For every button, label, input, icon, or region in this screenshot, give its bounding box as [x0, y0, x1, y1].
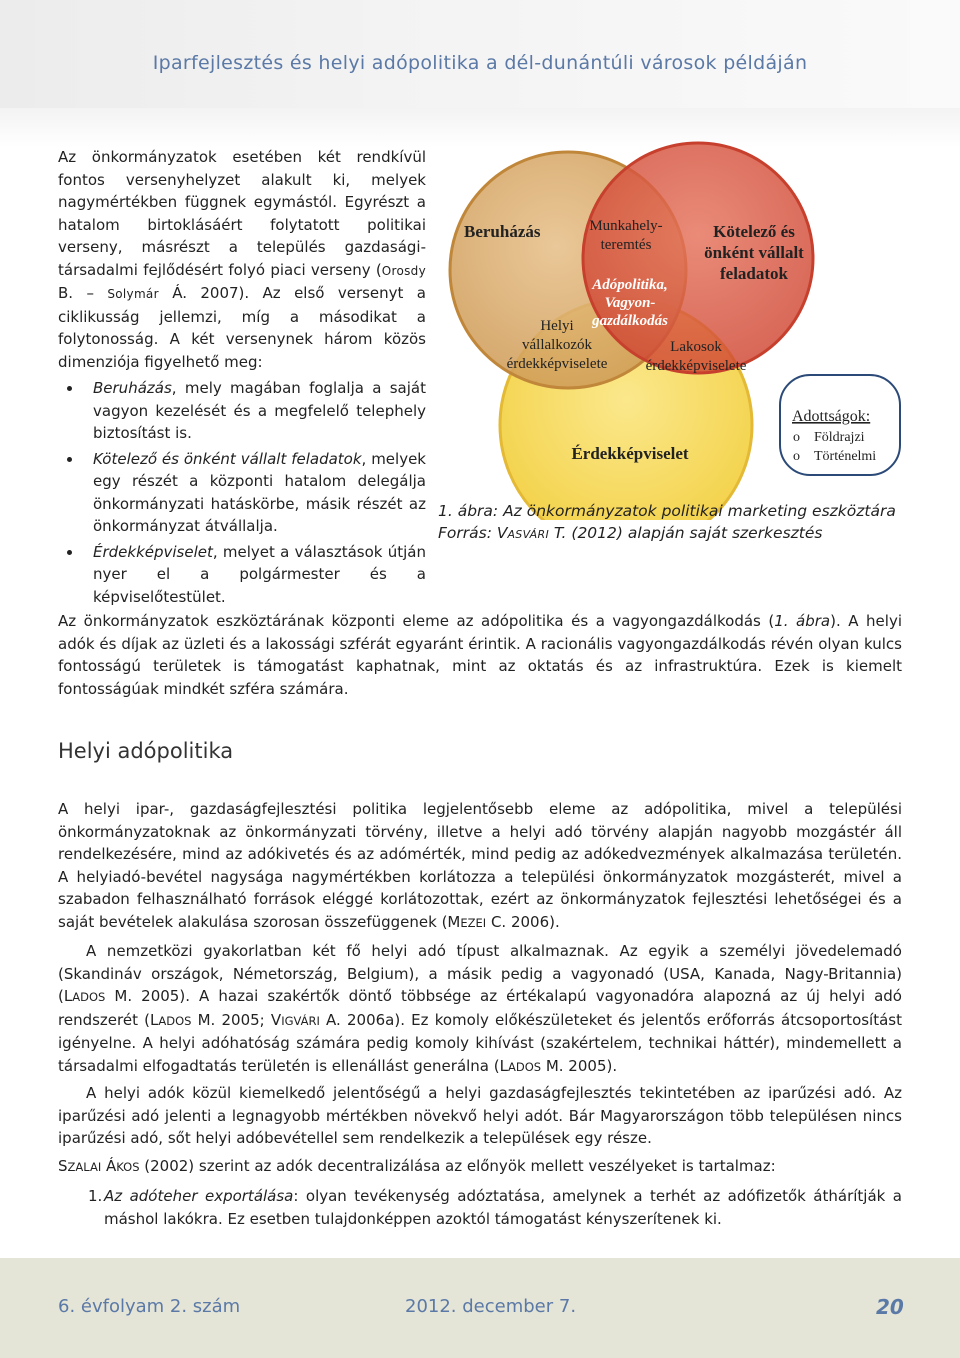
para-text: A helyi ipar-, gazdaságfejlesztési politika legjelentősebb eleme az adópolitika, mivel a települési önkormányzatoknak az önkormányzati törvény, illetve a helyi adó törvény alapján nagyobb mozgástér áll rendelkezésére, mind az adókivetés és az adómérték, mind pedig az adókedvezmények alkalmazása területén. A helyiadó-bevétel nagysága nagymértékben korlátozza a települési önkormányzatok mozgásterét, mivel a szabadon felhasználható források eléggé korlátozottak, ezért az önkormányzatok fejlesztési lehetőségei és a saját bevételek alakulása szorosan összefüggenek (M [58, 800, 902, 931]
label-kotelezo-1: Kötelező és [713, 222, 795, 241]
footer-issue: 6. évfolyam 2. szám [58, 1296, 241, 1317]
adottsagok-item: Történelmi [814, 449, 877, 464]
label-lakosok-1: Lakosok [670, 339, 722, 355]
label-helyi-2: vállalkozók [522, 337, 592, 353]
figure-ref: 1. ábra [774, 612, 831, 630]
intro-text-2: B. – [58, 284, 108, 302]
label-kotelezo-3: feladatok [720, 264, 788, 283]
bullet-term: Beruházás [93, 379, 172, 397]
para-text: M. 2005). A hazai szakértők döntő többsége az értékalapú vagyonadóra alapozná az új helyi adó rendszerét (L [58, 987, 902, 1029]
citation-lados: ADOS [158, 1013, 192, 1028]
list-number: 1. [88, 1187, 103, 1205]
label-helyi-1: Helyi [540, 318, 574, 334]
bullet-text: , melyek egy részét a központi hatalom delegálja önkormányzati hatáskörbe, másik részét az önkormányzat átvállalja. [93, 449, 426, 535]
caption-title: 1. ábra: Az önkormányzatok politikai marketing eszköztára [438, 502, 896, 520]
numbered-list [88, 1185, 902, 1230]
bullet-term: Kötelező és önként vállalt feladatok [93, 449, 362, 468]
label-erdekkepviselet: Érdekképviselet [571, 444, 689, 463]
citation-lados: ADOS [72, 990, 106, 1004]
label-helyi-3: érdekképviselete [506, 356, 608, 372]
label-beruhazas: Beruházás [464, 222, 541, 241]
citation-orosdy: Orosdy [381, 263, 426, 278]
paragraph-international [58, 940, 902, 1078]
running-header: Iparfejlesztés és helyi adópolitika a dél-dunántúli városok példáján [152, 52, 808, 74]
intro-paragraph [58, 146, 426, 373]
bullet-text: , melyet a választások útján nyer el a polgármester és a képviselőtestület. [93, 542, 426, 606]
citation-solymar: Solymár [107, 287, 159, 301]
page-number: 20 [876, 1295, 904, 1319]
para-text: Á [101, 1157, 117, 1175]
list-item [58, 541, 426, 609]
footer-date: 2012. december 7. [405, 1296, 577, 1317]
label-munkahely-2: teremtés [600, 237, 652, 253]
list-item [58, 377, 426, 445]
adottsagok-title: Adottságok: [792, 408, 871, 425]
adottsagok-box [780, 375, 900, 475]
citation-mezei: EZEI [460, 915, 487, 930]
list-term: Az adóteher exportálása [104, 1187, 294, 1205]
label-adopolitika-1: Adópolitika, [592, 277, 668, 293]
caption-source-a: Forrás: V [438, 524, 508, 542]
bullet-text: , mely magában foglalja a saját vagyon kezelését és a megfelelő telephely biztosítást is. [93, 379, 426, 442]
citation-akos: KOS [116, 1160, 140, 1174]
list-item [58, 448, 426, 538]
label-munkahely-1: Munkahely- [589, 218, 663, 234]
venn-figure [440, 140, 960, 520]
caption-source-b: T. (2012) alapján saját szerkesztés [548, 524, 823, 542]
adottsagok-item: Földrajzi [814, 430, 865, 445]
para-text: S [58, 1157, 68, 1175]
venn-diagram [440, 140, 960, 520]
para-text: C. 2006). [486, 912, 560, 931]
label-kotelezo-2: önként vállalt [704, 243, 804, 262]
citation-lados: ADOS [507, 1059, 542, 1074]
caption-source [438, 522, 918, 546]
para-text: ). A helyi adók és díjak az üzleti és a lakossági szférát egyaránt érintik. A racionális vagyongazdálkodás révén olyan kulcs fontosságú területek is támogatást kaphatnak, mint az oktatás és az infrastruktúra. Ezek is kiemelt fontosságúak mindkét szféra számára. [58, 612, 902, 698]
figure-caption [438, 500, 918, 546]
bullet-term: Érdekképviselet [93, 542, 213, 561]
label-lakosok-2: érdekképviselete [645, 358, 747, 374]
citation-vigvari: IGVÁRI [281, 1013, 320, 1028]
intro-text-3: Á. 2007). Az első versenyt a ciklikusság jellemzi, míg a másodikat a folytonosság. A két versenynek három közös dimenziója figyelhető meg: [58, 284, 426, 371]
label-adopolitika-3: gazdálkodás [592, 313, 668, 329]
intro-text: Az önkormányzatok esetében két rendkívül fontos versenyhelyzet alakult ki, melyek nagymértékben függnek egymástól. Egyrészt a hatalom birtoklásáért folytatott politikai verseny, másrészt a település gazdasági-társadalmi fejlődésért folyó piaci verseny ( [58, 148, 426, 279]
dimension-list [58, 377, 426, 611]
para-text: A nemzetközi gyakorlatban két fő helyi adó típust alkalmaznak. Az egyik a személyi jövedelemadó (Skandináv országok, Németország, Belgium), a másik pedig a vagyonadó (USA, Kanada, Nagy-Britannia) (L [58, 942, 902, 1005]
para-text: Az önkormányzatok eszköztárának központi eleme az adópolitika és a vagyongazdálkodás ( [58, 612, 775, 630]
label-adopolitika-2: Vagyon- [604, 295, 656, 311]
adottsagok-bullet: o [793, 449, 800, 464]
para-text: M. 2005; V [191, 1010, 282, 1029]
paragraph-iparuzesi: A helyi adók közül kiemelkedő jelentőségű a helyi gazdaságfejlesztés tekintetében az iparűzési adó. Az iparűzési adó jelenti a legnagyobb mértékben növekvő helyi adót. Bár Magyarországon több településen nincs iparűzési adó, sőt helyi adóbevétellel sem rendelkezik a települések egy része. [58, 1084, 902, 1147]
list-text: : olyan tevékenység adóztatása, amelynek a terhét az adófizetők áthárítják a máshol lakókra. Ez esetben tulajdonképpen azoktól támogatást kényszerítenek ki. [104, 1187, 902, 1228]
paragraph-toolbox [58, 610, 902, 700]
caption-source-sc: ASVÁRI [507, 528, 549, 541]
para-text: A. 2006a). Ez komoly előkészületeket és jelentős erőforrás átcsoportosítást igényelne. A helyi adóhatóság számára pedig komoly kihívást (szakértelem, technikai háttér), mindemellett a társadalmi elfogadtatás területén is ellenállást generálna (L [58, 1010, 902, 1075]
citation-szalai: ZALAI [67, 1160, 102, 1174]
paragraph-szalai [58, 1155, 902, 1179]
para-text: M. 2005). [541, 1056, 618, 1075]
para-text: (2002) szerint az adók decentralizálása az előnyök mellett veszélyeket is tartalmaz: [139, 1157, 776, 1175]
adottsagok-bullet: o [793, 430, 800, 445]
list-item [104, 1185, 902, 1230]
section-heading: Helyi adópolitika [58, 739, 234, 763]
paragraph-adopolitika [58, 798, 902, 934]
